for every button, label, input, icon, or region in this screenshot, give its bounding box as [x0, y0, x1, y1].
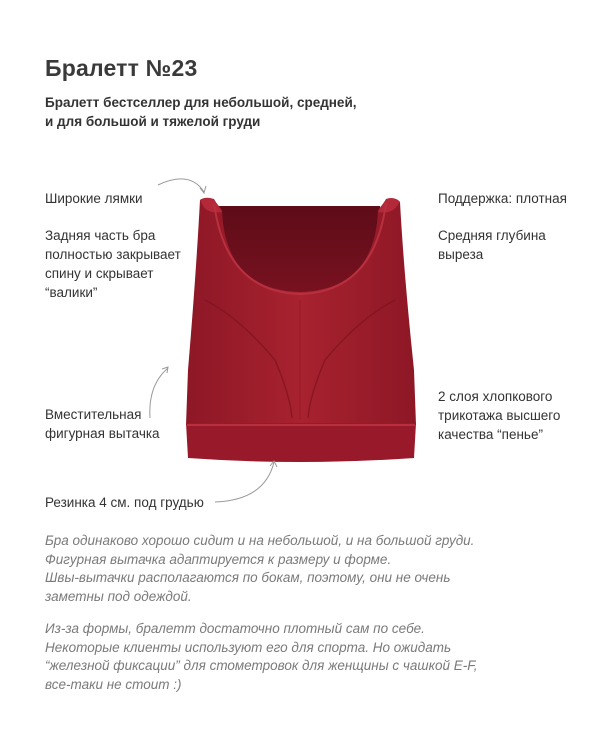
label-line: качества “пенье”	[438, 427, 543, 442]
label-line: фигурная вытачка	[45, 426, 160, 441]
label-neckline	[438, 226, 546, 264]
description-paragraph-1	[45, 532, 565, 606]
description-line: Из-за формы, бралетт достаточно плотный сам по себе.	[45, 621, 425, 636]
label-line: спину и скрывает	[45, 266, 154, 281]
description-line: все-таки не стоит :)	[45, 676, 182, 692]
label-line: Задняя часть бра	[45, 228, 156, 243]
label-line: Средняя глубина	[438, 228, 546, 243]
curved-arrow-icon	[215, 461, 277, 502]
label-straps	[45, 189, 143, 208]
subtitle-line: и для большой и тяжелой груди	[45, 114, 261, 129]
subtitle-line: Бралетт бестселлер для небольшой, средней,	[45, 95, 357, 110]
description-line: Бра одинаково хорошо сидит и на небольшой, и на большой груди.	[45, 533, 475, 548]
label-line: Резинка 4 см. под грудью	[45, 495, 204, 510]
label-back-coverage	[45, 226, 181, 302]
label-support	[438, 189, 567, 208]
label-dart	[45, 405, 160, 443]
label-line: Вместительная	[45, 407, 142, 422]
description-paragraph-2	[45, 620, 565, 694]
description-line: Некоторые клиенты используют его для спорта. Но ожидать	[45, 639, 452, 655]
label-fabric	[438, 387, 560, 444]
description-line: Фигурная вытачка адаптируется к размеру и форме.	[45, 551, 392, 567]
label-line: Поддержка: плотная	[438, 191, 567, 206]
label-line: полностью закрывает	[45, 247, 181, 262]
curved-arrow-icon	[158, 179, 206, 193]
label-line: Широкие лямки	[45, 191, 143, 206]
description-line: заметны под одеждой.	[45, 588, 192, 604]
description-line: “железной фиксации” для стометровок для женщины с чашкой E-F,	[45, 658, 478, 673]
label-line: трикотажа высшего	[438, 408, 561, 423]
product-title: Бралетт №23	[45, 55, 198, 81]
label-line: 2 слоя хлопкового	[438, 389, 553, 404]
label-line: “валики”	[45, 285, 98, 300]
description-line: Швы-вытачки располагаются по бокам, поэтому, они не очень	[45, 570, 451, 585]
bra-underband	[186, 423, 416, 462]
label-line: выреза	[438, 247, 484, 262]
label-band	[45, 493, 204, 512]
